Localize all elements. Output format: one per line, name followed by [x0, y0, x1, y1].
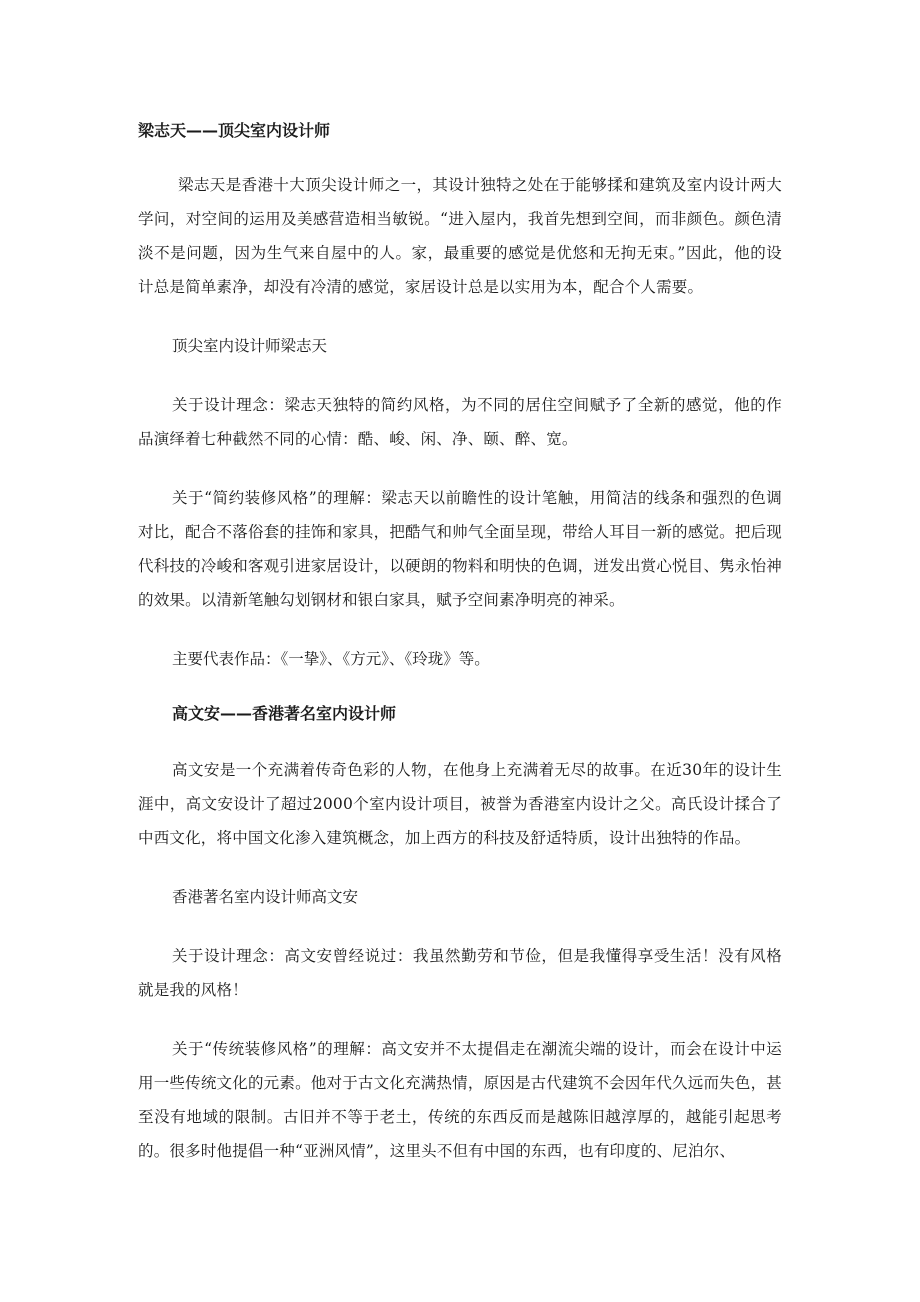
document-page	[138, 118, 782, 1193]
paragraph-gao-intro: 高文安是一个充满着传奇色彩的人物，在他身上充满着无尽的故事。在近30年的设计生涯中，高文安设计了超过2000个室内设计项目，被誉为香港室内设计之父。高氏设计揉合了中西文化，将中国文化渗入建筑概念，加上西方的科技及舒适特质，设计出独特的作品。	[138, 761, 782, 847]
section-title-liang: 梁志天——顶尖室内设计师	[138, 121, 331, 140]
paragraph-liang-style: 关于“简约装修风格”的理解：梁志天以前瞻性的设计笔触，用简洁的线条和强烈的色调对比，配合不落俗套的挂饰和家具，把酷气和帅气全面呈现，带给人耳目一新的感觉。把后现代科技的冷峻和客观引进家居设计，以硬朗的物料和明快的色调，迸发出赏心悦目、隽永怡神的效果。以清新笔触勾划钢材和银白家具，赋予空间素净明亮的神采。	[138, 489, 782, 609]
paragraph-gao-philosophy: 关于设计理念：高文安曾经说过：我虽然勤劳和节俭，但是我懂得享受生活！没有风格就是我的风格！	[138, 947, 782, 999]
paragraph-liang-intro: 梁志天是香港十大顶尖设计师之一，其设计独特之处在于能够揉和建筑及室内设计两大学问，对空间的运用及美感营造相当敏锐。“进入屋内，我首先想到空间，而非颜色。颜色清淡不是问题，因为生气来自屋中的人。家，最重要的感觉是优悠和无拘无束。”因此，他的设计总是简单素净，却没有冷清的感觉，家居设计总是以实用为本，配合个人需要。	[138, 176, 782, 296]
caption-gao: 香港著名室内设计师高文安	[172, 888, 359, 906]
section-title-gao: 高文安——香港著名室内设计师	[172, 704, 397, 723]
paragraph-liang-philosophy: 关于设计理念：梁志天独特的简约风格，为不同的居住空间赋予了全新的感觉，他的作品演绎着七种截然不同的心情：酷、峻、闲、净、颐、醉、宽。	[138, 396, 782, 448]
paragraph-gao-style: 关于“传统装修风格”的理解：高文安并不太提倡走在潮流尖端的设计，而会在设计中运用一些传统文化的元素。他对于古文化充满热情，原因是古代建筑不会因年代久远而失色，甚至没有地域的限制。古旧并不等于老土，传统的东西反而是越陈旧越淳厚的，越能引起思考的。很多时他提倡一种“亚洲风情”，这里头不但有中国的东西，也有印度的、尼泊尔、	[138, 1040, 782, 1160]
caption-liang: 顶尖室内设计师梁志天	[172, 337, 328, 355]
paragraph-liang-works: 主要代表作品：《一挚》、《方元》、《玲珑》等。	[172, 650, 490, 668]
